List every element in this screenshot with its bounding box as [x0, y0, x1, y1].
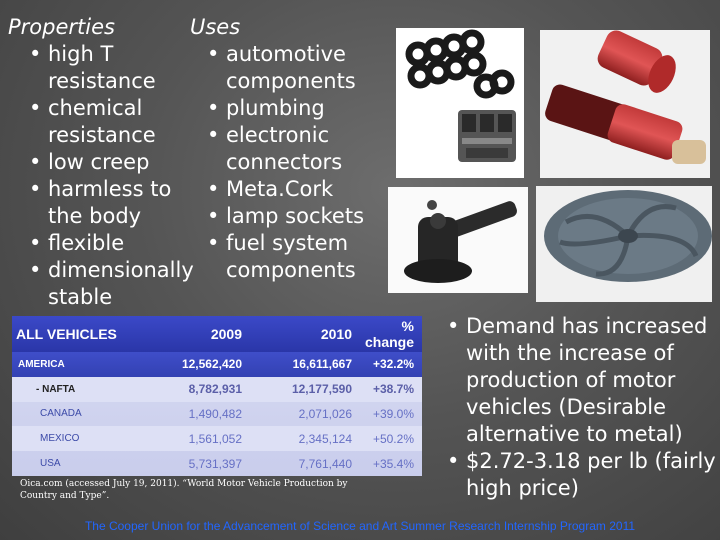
- table-row: [12, 451, 422, 476]
- list-item: • Demand has increased with the increase of production of motor vehicles (Desirable alternative to metal): [440, 313, 716, 448]
- table-cell: 1,561,052: [188, 431, 242, 446]
- list-item: • harmless to the body: [22, 176, 200, 230]
- table-cell: 1,490,482: [188, 406, 242, 421]
- table-row: [12, 377, 422, 402]
- column-header: 2009: [210, 326, 242, 342]
- uses-list: [200, 41, 390, 284]
- table-cell: +39.0%: [372, 406, 414, 421]
- table-cell: CANADA: [40, 408, 82, 420]
- properties-heading: Properties: [8, 15, 115, 39]
- table-cell: 12,562,420: [181, 357, 242, 372]
- cork-caps-photo: [540, 30, 710, 178]
- table-cell: +32.2%: [372, 357, 414, 372]
- list-item: • low creep: [22, 149, 200, 176]
- table-row: [12, 352, 422, 377]
- table-cell: AMERICA: [18, 358, 65, 370]
- table-header: [12, 316, 422, 352]
- impeller-photo: [536, 186, 712, 302]
- list-item: • lamp sockets: [200, 203, 390, 230]
- list-item: • flexible: [22, 230, 200, 257]
- table-cell: +35.4%: [372, 456, 414, 471]
- table-cell: +38.7%: [372, 382, 414, 397]
- properties-list: [22, 41, 200, 311]
- table-cell: 2,071,026: [298, 406, 352, 421]
- list-item: • $2.72-3.18 per lb (fairly high price): [440, 448, 716, 502]
- table-cell: 12,177,590: [291, 382, 352, 397]
- demand-list: [440, 313, 716, 502]
- footer: The Cooper Union for the Advancement of Science and Art Summer Research Internship Program 2011: [84, 519, 636, 533]
- list-item: • Meta.Cork: [200, 176, 390, 203]
- table-cell: 7,761,440: [298, 456, 352, 471]
- list-item: • electronic connectors: [200, 122, 390, 176]
- table-cell: - NAFTA: [36, 383, 76, 395]
- column-header: ALL VEHICLES: [16, 326, 117, 342]
- table-row: [12, 402, 422, 427]
- table-cell: MEXICO: [40, 433, 80, 445]
- table-cell: 5,731,397: [188, 456, 242, 471]
- connector-part-photo: [388, 187, 528, 293]
- table-cell: 16,611,667: [292, 357, 352, 372]
- column-header: % change: [364, 318, 414, 350]
- column-header: 2010: [320, 326, 352, 342]
- plastic-parts-photo: [396, 28, 524, 178]
- list-item: • plumbing: [200, 95, 390, 122]
- source-citation: Oica.com (accessed July 19, 2011). “World Motor Vehicle Production by Country and Type”.: [20, 479, 348, 501]
- table-row: [12, 426, 422, 451]
- table-cell: 2,345,124: [298, 431, 352, 446]
- list-item: • dimensionally stable: [22, 257, 200, 311]
- list-item: • high T resistance: [22, 41, 200, 95]
- table-cell: 8,782,931: [188, 382, 242, 397]
- table-cell: USA: [40, 458, 61, 470]
- list-item: • automotive components: [200, 41, 390, 95]
- list-item: • chemical resistance: [22, 95, 200, 149]
- uses-heading: Uses: [190, 15, 241, 39]
- vehicle-production-table: [12, 316, 422, 476]
- table-cell: +50.2%: [372, 431, 414, 446]
- list-item: • fuel system components: [200, 230, 390, 284]
